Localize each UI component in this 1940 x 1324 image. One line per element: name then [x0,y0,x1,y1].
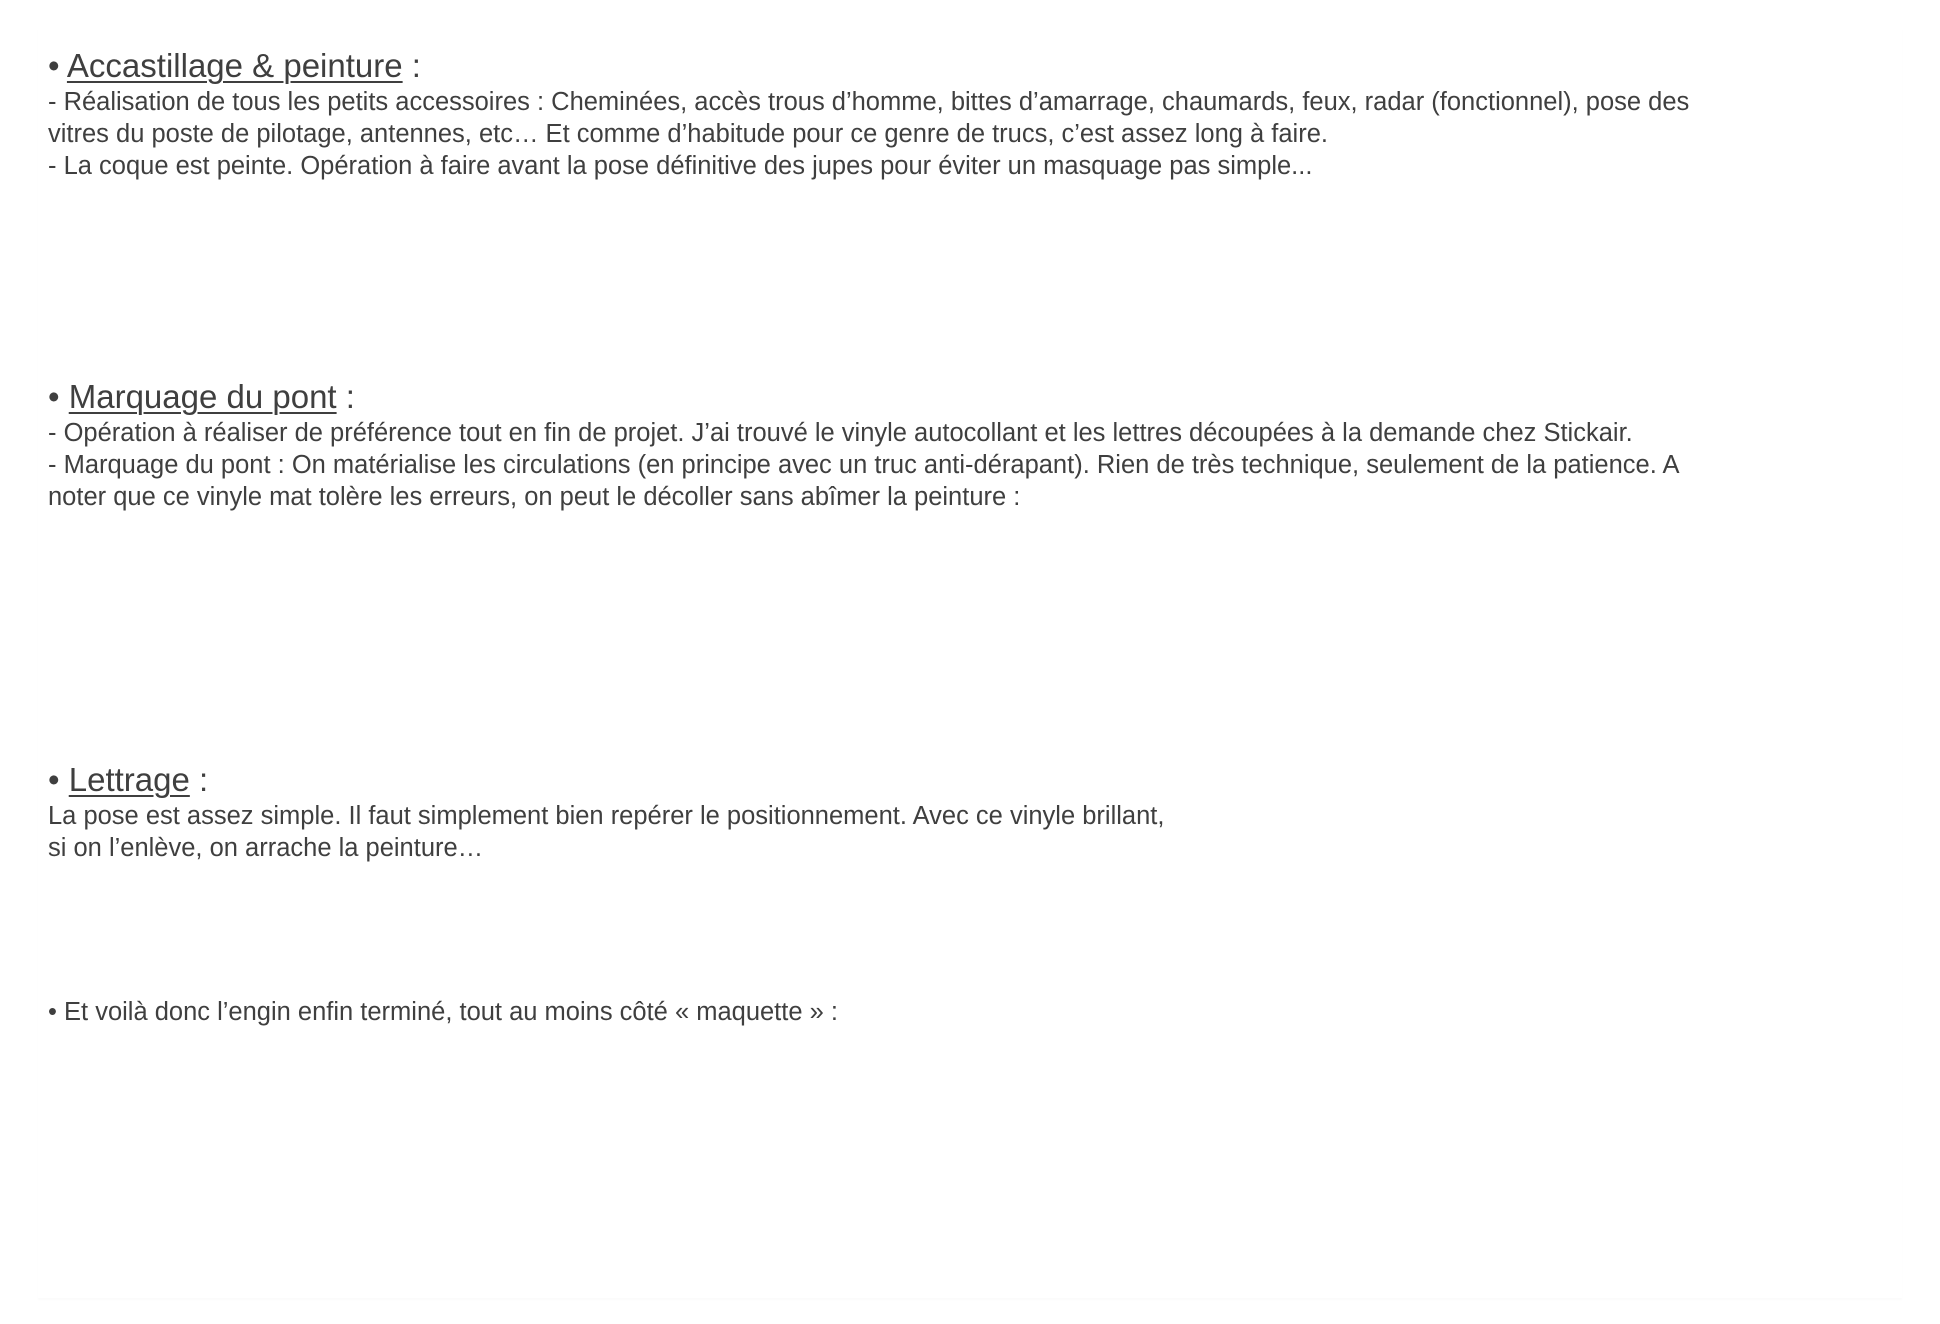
section-title: Marquage du pont [68,378,337,415]
paragraph-line: - Réalisation de tous les petits accessoires : Cheminées, accès trous d’homme, bittes d’amarrage, chaumards, feux, radar (fonctionnel), pose des [48,88,1690,116]
section-heading [48,377,1888,417]
page-body [38,28,1902,1298]
section-title: Accastillage & peinture [66,47,403,84]
bullet: • [48,761,60,798]
heading-colon: : [402,47,421,84]
heading-colon: : [336,378,355,415]
paragraph-line: vitres du poste de pilotage, antennes, etc… Et comme d’habitude pour ce genre de trucs, c’est assez long à faire. [48,120,1328,148]
section-accastillage [48,46,1888,182]
paragraph-line: La pose est assez simple. Il faut simplement bien repérer le positionnement. Avec ce vinyle brillant, [48,802,1165,830]
section-lettrage [48,760,1888,864]
paragraph-line: - Opération à réaliser de préférence tout en fin de projet. J’ai trouvé le vinyle autocollant et les lettres découpées à la demande chez Stickair. [48,419,1633,447]
bullet: • [48,378,60,415]
section-heading [48,46,1888,86]
paragraph-line: - La coque est peinte. Opération à faire avant la pose définitive des jupes pour éviter un masquage pas simple... [48,152,1313,180]
section-closing [48,996,1888,1028]
section-marquage [48,377,1888,513]
closing-line: • Et voilà donc l’engin enfin terminé, tout au moins côté « maquette » : [48,998,838,1026]
paragraph-line: si on l’enlève, on arrache la peinture… [48,834,484,862]
bullet: • [48,47,60,84]
paragraph-line: - Marquage du pont : On matérialise les circulations (en principe avec un truc anti-dérapant). Rien de très technique, seulement de la patience. A [48,451,1680,479]
section-title: Lettrage [68,761,190,798]
heading-colon: : [189,761,209,798]
section-heading [48,760,1888,800]
paragraph-line: noter que ce vinyle mat tolère les erreurs, on peut le décoller sans abîmer la peinture : [48,483,1021,511]
